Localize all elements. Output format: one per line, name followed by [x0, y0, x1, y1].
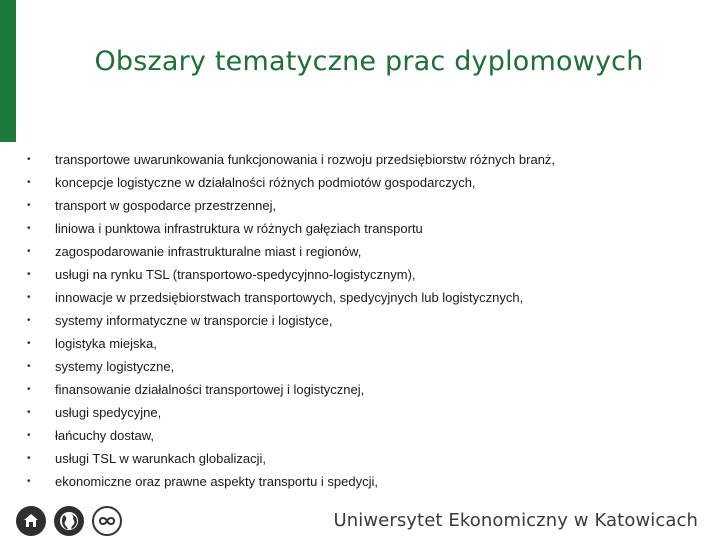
list-item-text: systemy informatyczne w transporcie i logistyce, — [55, 313, 333, 328]
list-item — [26, 447, 555, 470]
bullet: • — [27, 200, 31, 211]
list-item-text: transportowe uwarunkowania funkcjonowania i rozwoju przedsiębiorstw różnych branż, — [55, 152, 556, 167]
list-item-text: innowacje w przedsiębiorstwach transportowych, spedycyjnych lub logistycznych, — [55, 290, 524, 305]
list-item — [26, 286, 555, 309]
bullet: • — [27, 154, 31, 165]
list-item-text: logistyka miejska, — [55, 336, 157, 351]
list-item-text: usługi spedycyjne, — [55, 405, 162, 420]
bullet: • — [27, 384, 31, 395]
list-item-text: ekonomiczne oraz prawne aspekty transportu i spedycji, — [55, 474, 378, 489]
infinity-icon[interactable] — [92, 506, 122, 536]
bullet: • — [27, 453, 31, 464]
list-item — [26, 171, 555, 194]
home-icon[interactable] — [16, 506, 46, 536]
list-item — [26, 401, 555, 424]
bullet: • — [27, 476, 31, 487]
list-item — [26, 217, 555, 240]
bullet: • — [27, 338, 31, 349]
list-item-text: łańcuchy dostaw, — [55, 428, 155, 443]
bullet: • — [27, 361, 31, 372]
bullet: • — [27, 292, 31, 303]
list-item — [26, 309, 555, 332]
list-item — [26, 263, 555, 286]
university-name: Uniwersytet Ekonomiczny w Katowicach — [333, 510, 698, 531]
list-item — [26, 355, 555, 378]
list-item — [26, 194, 555, 217]
list-item — [26, 332, 555, 355]
bullet: • — [27, 177, 31, 188]
bullet: • — [27, 430, 31, 441]
bullet: • — [27, 407, 31, 418]
globe-icon[interactable] — [54, 506, 84, 536]
list-item — [26, 470, 555, 493]
footer-icons — [16, 506, 122, 536]
list-item — [26, 148, 555, 171]
list-item-text: usługi na rynku TSL (transportowo-spedycyjnno-logistycznym), — [55, 267, 416, 282]
bullet: • — [27, 246, 31, 257]
list-item-text: usługi TSL w warunkach globalizacji, — [55, 451, 266, 466]
topic-list — [26, 148, 555, 493]
list-item-text: finansowanie działalności transportowej i logistycznej, — [55, 382, 365, 397]
list-item-text: transport w gospodarce przestrzennej, — [55, 198, 277, 213]
bullet: • — [27, 269, 31, 280]
list-item — [26, 424, 555, 447]
list-item-text: liniowa i punktowa infrastruktura w różnych gałęziach transportu — [55, 221, 423, 236]
bullet: • — [27, 223, 31, 234]
list-item-text: zagospodarowanie infrastrukturalne miast i regionów, — [55, 244, 362, 259]
slide-title: Obszary tematyczne prac dyplomowych — [94, 46, 644, 77]
bullet: • — [27, 315, 31, 326]
list-item-text: systemy logistyczne, — [55, 359, 175, 374]
list-item — [26, 378, 555, 401]
list-item — [26, 240, 555, 263]
list-item-text: koncepcje logistyczne w działalności różnych podmiotów gospodarczych, — [55, 175, 476, 190]
